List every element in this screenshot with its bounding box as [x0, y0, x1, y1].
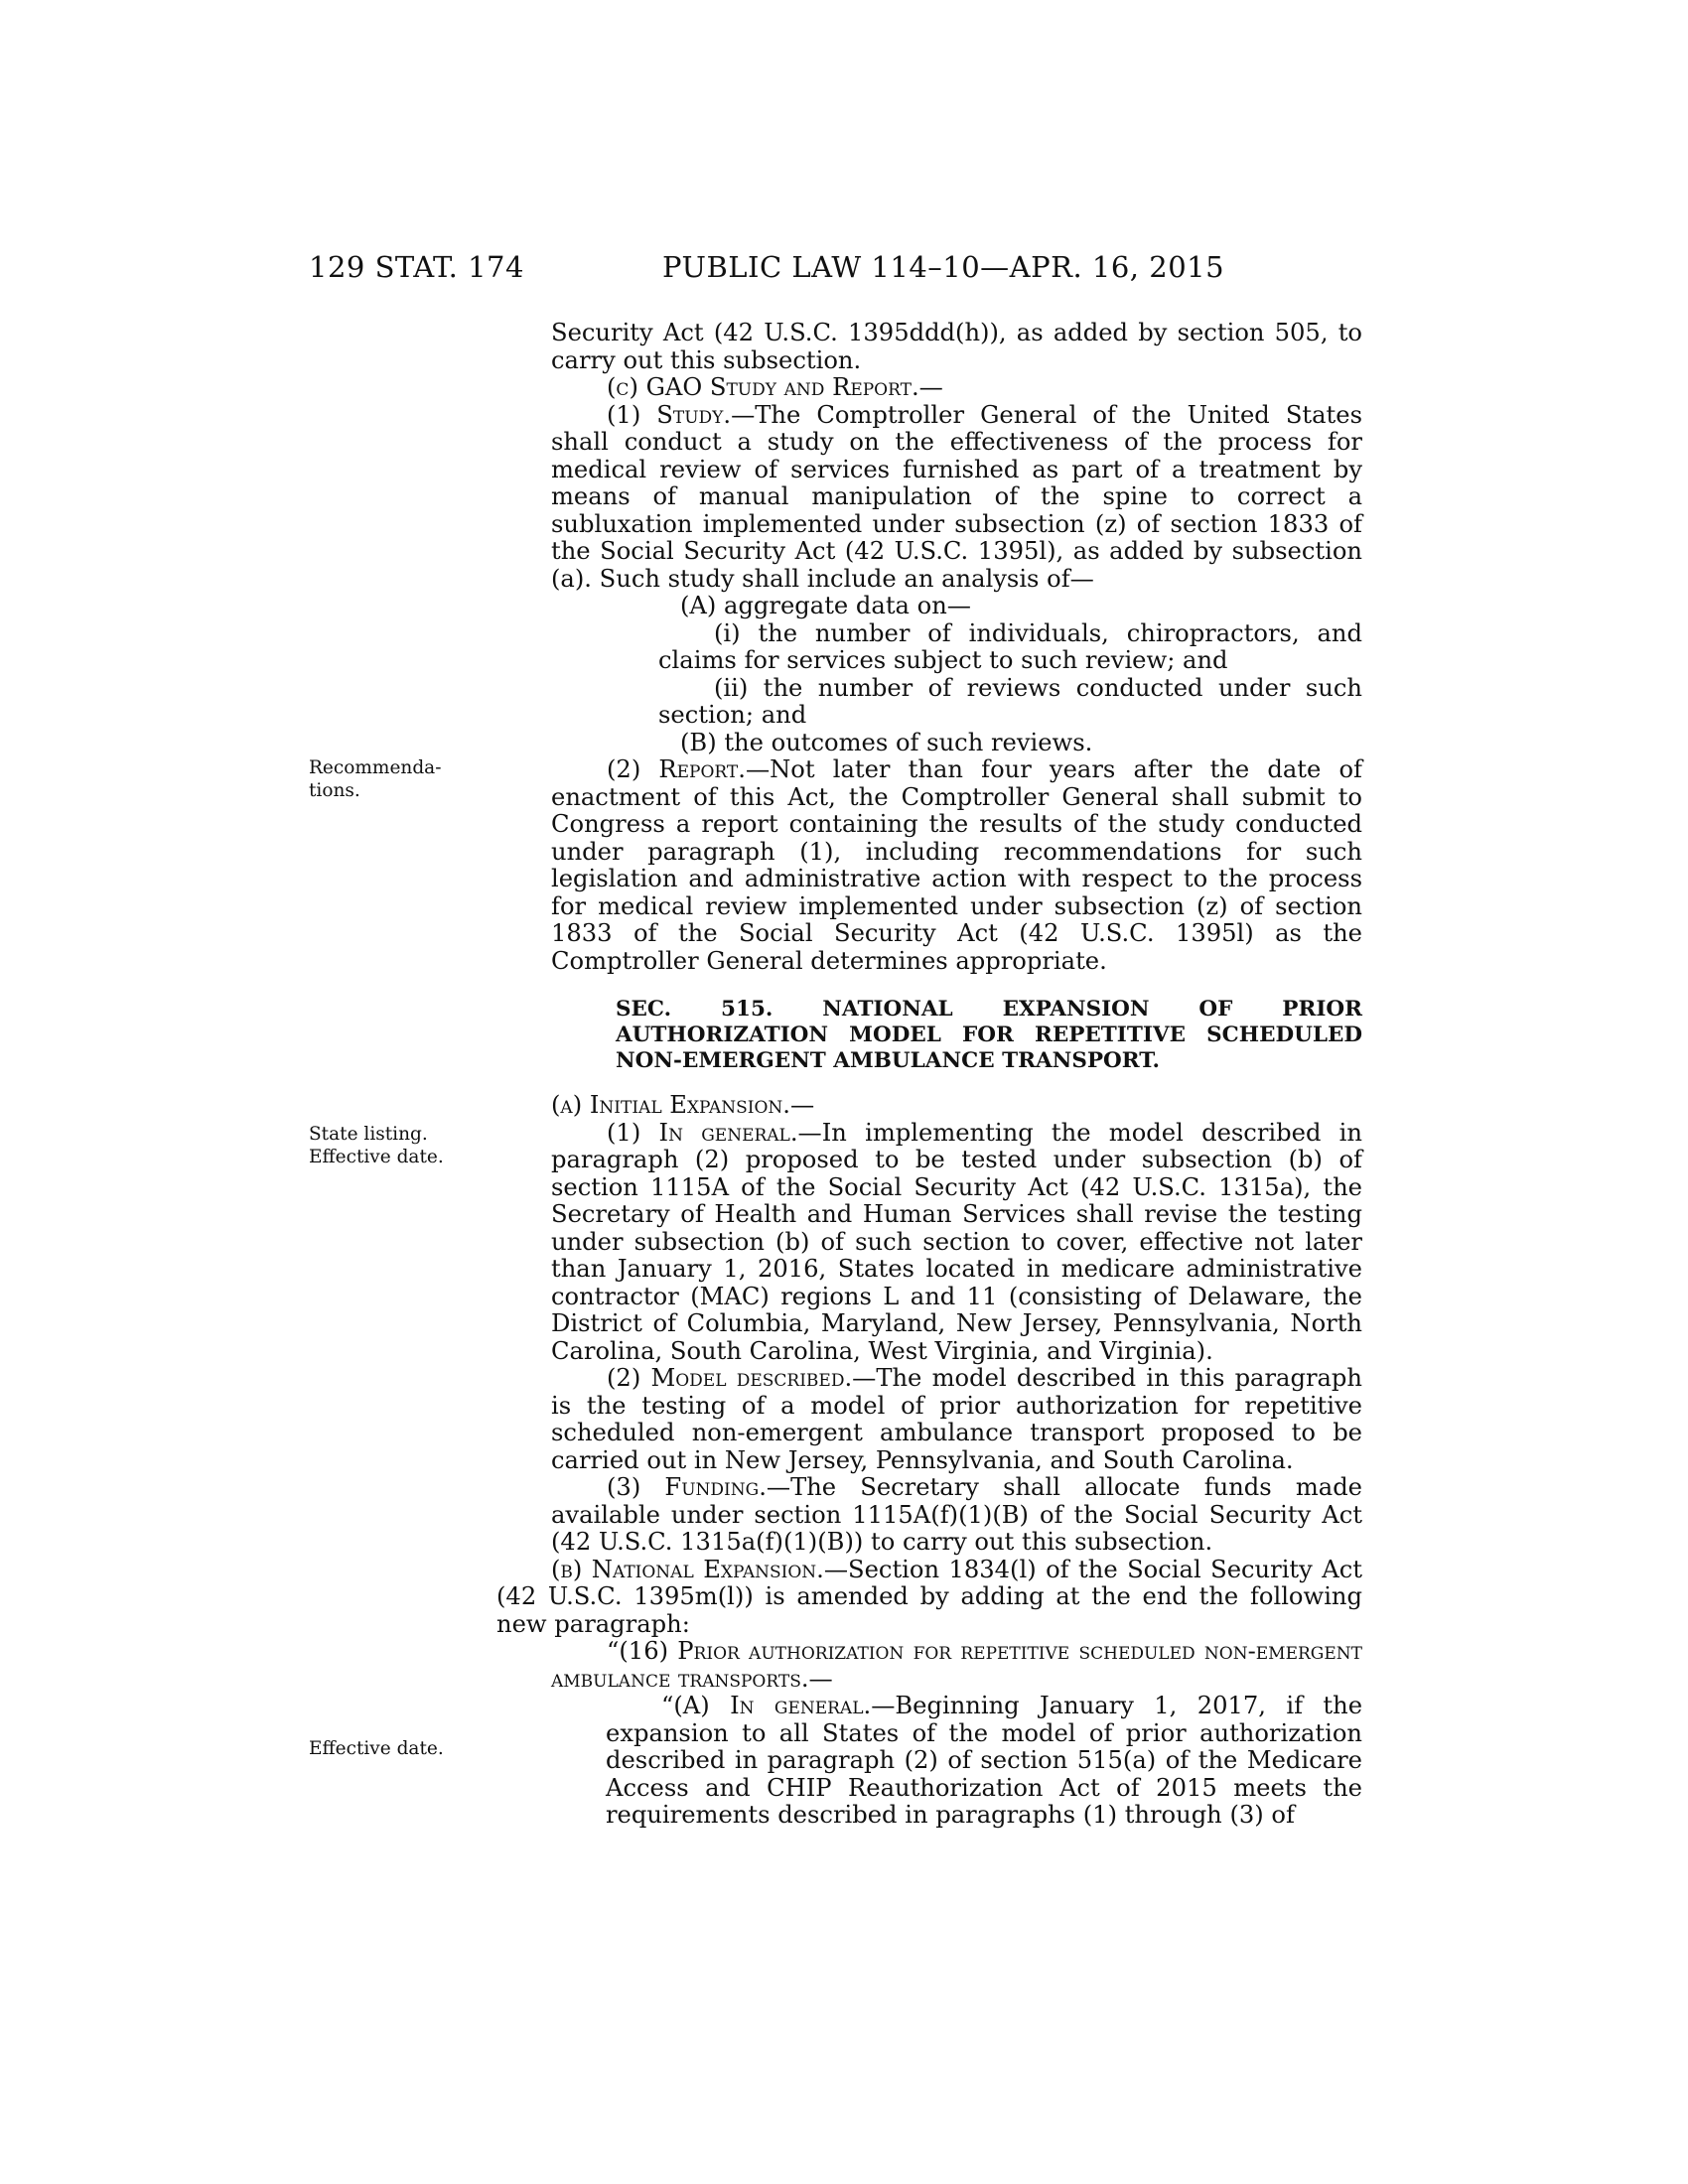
quoted-paragraph-16: “(16) Prior authorization for repetitive scheduled non-emergent ambulance transports.— — [551, 1637, 1362, 1693]
paragraph-a2-text: —The model described in this paragraph is the testing of a model of prior authorization for repetitive scheduled non-emergent ambulance transport proposed to be carried out in New Jersey, Pennsylvania, and South Carolina. — [551, 1364, 1362, 1474]
paragraph-a1 — [551, 1120, 1362, 1366]
subparagraph-cB: (B) the outcomes of such reviews. — [680, 728, 1093, 756]
page-header — [0, 250, 1688, 290]
margin-note-line: Effective date. — [309, 1147, 444, 1167]
clause-cii: (ii) the number of reviews conducted under such section; and — [658, 673, 1362, 729]
paragraph-c2 — [551, 756, 1362, 975]
subsection-a-heading: (a) Initial Expansion.— — [551, 1091, 815, 1119]
paragraph-continuation: Security Act (42 U.S.C. 1395ddd(h)), as added by section 505, to carry out this subsection. — [551, 319, 1362, 374]
statute-body — [496, 319, 1363, 1830]
paragraph-c2-label: (2) Report. — [607, 755, 746, 783]
clause-ci: (i) the number of individuals, chiropractors, and claims for services subject to such review; and — [658, 618, 1362, 674]
quoted-subparagraph-A-label: “(A) In general. — [661, 1692, 872, 1719]
paragraph-c2-text: —Not later than four years after the date of enactment of this Act, the Comptroller General shall submit to Congress a report containing the results of the study conducted under paragraph (1), including recommendations for such legislation and administrative action with respect to the process for medical review implemented under subsection (z) of section 1833 of the Social Security Act (42 U.S.C. 1395l) as the Comptroller General determines appropriate. — [551, 755, 1362, 975]
margin-note-recommendations — [309, 756, 441, 802]
paragraph-a3 — [551, 1474, 1362, 1557]
paragraph-a1-label: (1) In general. — [607, 1118, 798, 1147]
margin-note-effective-date — [309, 1737, 444, 1760]
paragraph-a3-text: —The Secretary shall allocate funds made available under section 1115A(f)(1)(B) of the Social Security Act (42 U.S.C. 1315a(f)(1)(B)) to carry out this subsection. — [551, 1473, 1362, 1556]
subsection-b-label: (b) National Expansion. — [551, 1555, 824, 1583]
paragraph-a1-text: —In implementing the model described in paragraph (2) proposed to be tested under subsection (b) of section 1115A of the Social Security Act (42 U.S.C. 1315a), the Secretary of Health and Human Services shall revise the testing under subsection (b) of such section to cover, effective not later than January 1, 2016, States located in medicare administrative contractor (MAC) regions L and 11 (consisting of Delaware, the District of Columbia, Maryland, New Jersey, Pennsylvania, North Carolina, South Carolina, West Virginia, and Virginia). — [551, 1118, 1362, 1365]
margin-note-line: tions. — [309, 780, 360, 801]
subsection-b-text: —Section 1834(l) of the Social Security Act (42 U.S.C. 1395m(l)) is amended by adding at the end the following new paragraph: — [496, 1555, 1362, 1638]
paragraph-a3-label: (3) Funding. — [607, 1473, 767, 1501]
subsection-c-heading: (c) GAO Study and Report.— — [607, 373, 943, 401]
subsection-b — [496, 1557, 1362, 1639]
margin-note-line: State listing. — [309, 1124, 428, 1145]
quoted-subparagraph-A-text: —Beginning January 1, 2017, if the expansion to all States of the model of prior authorization described in paragraph (2) of section 515(a) of the Medicare Access and CHIP Reauthorization Act of 2015 meets the requirements described in paragraphs (1) through (3) of — [606, 1692, 1363, 1829]
paragraph-c1-label: (1) Study. — [607, 400, 732, 429]
section-515-heading: SEC. 515. NATIONAL EXPANSION OF PRIOR AUTHORIZATION MODEL FOR REPETITIVE SCHEDULED NON-EMERGENT AMBULANCE TRANSPORT. — [616, 997, 1362, 1073]
quoted-subparagraph-A — [606, 1693, 1362, 1830]
subparagraph-cA: (A) aggregate data on— — [680, 592, 971, 619]
paragraph-a2-label: (2) Model described. — [607, 1364, 853, 1392]
margin-note-state-listing — [309, 1123, 444, 1168]
statute-page-number: 129 STAT. 174 — [309, 250, 524, 284]
running-title: PUBLIC LAW 114–10—APR. 16, 2015 — [662, 250, 1225, 284]
margin-note-line: Recommenda- — [309, 757, 442, 778]
margin-note-line: Effective date. — [309, 1738, 444, 1759]
paragraph-c1 — [551, 402, 1362, 594]
paragraph-a2 — [551, 1365, 1362, 1474]
paragraph-c1-text: —The Comptroller General of the United States shall conduct a study on the effectiveness of the process for medical review of services furnished as part of a treatment by means of manual manipulation of the spine to correct a subluxation implemented under subsection (z) of section 1833 of the Social Security Act (42 U.S.C. 1395l), as added by subsection (a). Such study shall include an analysis of— — [551, 400, 1362, 593]
